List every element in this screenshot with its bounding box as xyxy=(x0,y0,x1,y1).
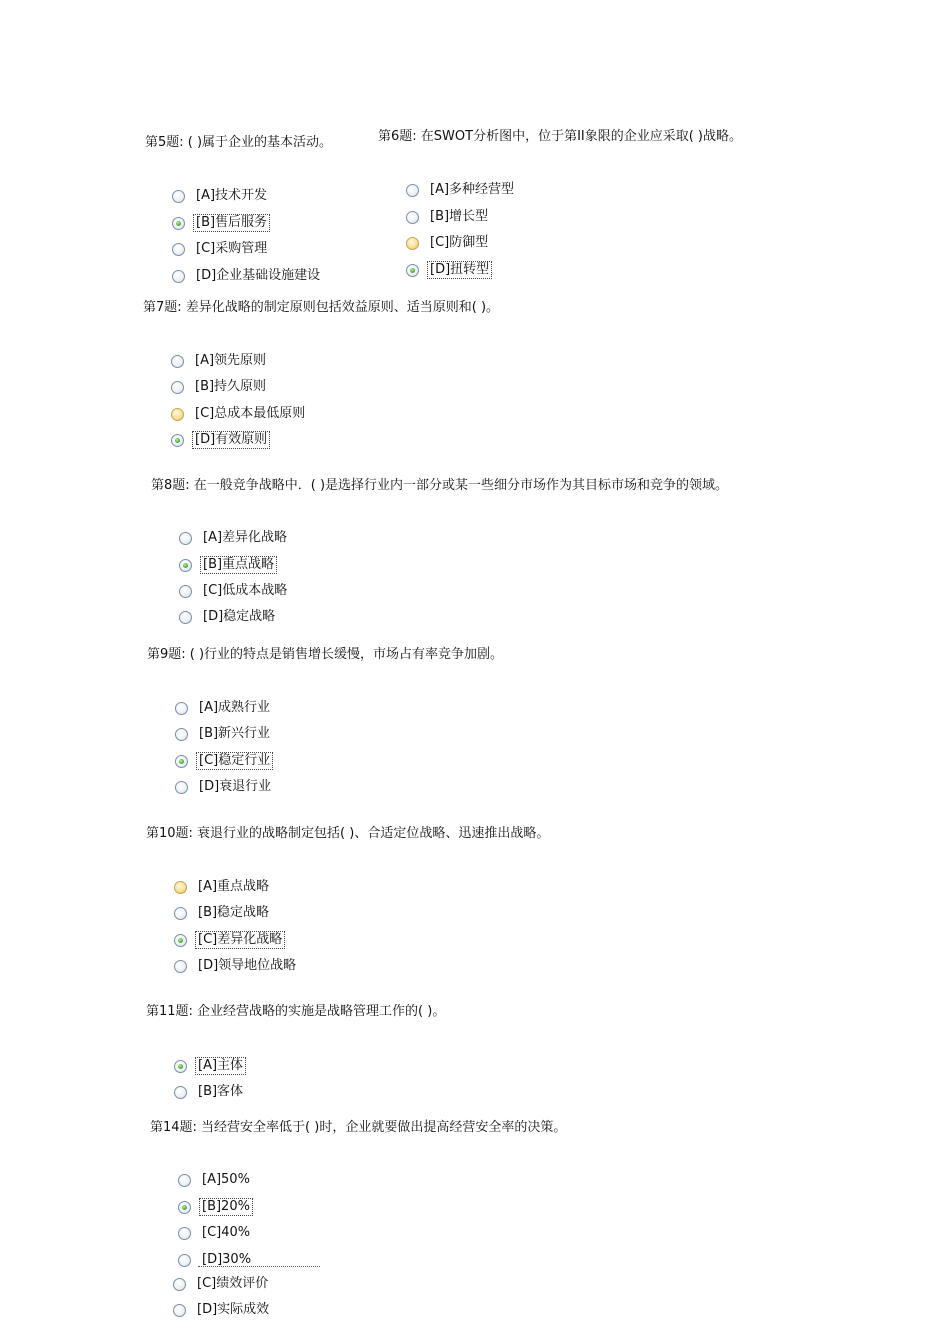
question-5-option-a[interactable] xyxy=(172,187,270,205)
option-label: [C]差异化战略 xyxy=(195,931,285,949)
option-label: [B]稳定战略 xyxy=(198,905,270,920)
question-11-option-b[interactable] xyxy=(174,1083,246,1101)
option-label: [C]采购管理 xyxy=(196,241,268,256)
radio-button-icon[interactable] xyxy=(179,585,192,598)
option-label: [D]衰退行业 xyxy=(199,779,272,794)
option-label: [D]企业基础设施建设 xyxy=(196,268,321,283)
question-10-option-b[interactable] xyxy=(174,904,272,922)
question-5-option-c[interactable] xyxy=(172,240,270,258)
radio-button-icon[interactable] xyxy=(172,190,185,203)
question-5-option-d[interactable] xyxy=(172,267,323,285)
radio-button-checked-icon[interactable] xyxy=(179,559,192,572)
option-label: [D]领导地位战略 xyxy=(198,958,297,973)
option-label: [D]稳定战略 xyxy=(203,609,276,624)
question-8-option-d[interactable] xyxy=(179,608,278,626)
radio-button-icon[interactable] xyxy=(174,1086,187,1099)
option-label: [C]40% xyxy=(202,1225,251,1240)
option-label: [B]持久原则 xyxy=(195,379,267,394)
radio-button-checked-icon[interactable] xyxy=(174,1060,187,1073)
question-6-option-b[interactable] xyxy=(406,208,491,226)
option-label: [D]扭转型 xyxy=(427,261,492,279)
question-10-option-a[interactable] xyxy=(174,878,272,896)
option-label: [A]领先原则 xyxy=(195,353,267,368)
question-14-title: 第14题: 当经营安全率低于( )时，企业就要做出提高经营安全率的决策。 xyxy=(150,1120,567,1135)
radio-button-icon[interactable] xyxy=(171,355,184,368)
question-5-title: 第5题: ( )属于企业的基本活动。 xyxy=(145,135,333,150)
divider xyxy=(198,1266,320,1267)
trailing-option-d[interactable] xyxy=(173,1301,272,1319)
option-label: [D]实际成效 xyxy=(197,1302,270,1317)
option-label: [C]总成本最低原则 xyxy=(195,406,306,421)
question-9-option-d[interactable] xyxy=(175,778,274,796)
option-label: [C]绩效评价 xyxy=(197,1276,269,1291)
option-label: [A]主体 xyxy=(195,1057,246,1075)
question-9-option-b[interactable] xyxy=(175,725,273,743)
radio-button-icon[interactable] xyxy=(174,960,187,973)
question-8-option-b[interactable] xyxy=(179,556,277,574)
option-label: [A]差异化战略 xyxy=(203,530,288,545)
radio-button-icon[interactable] xyxy=(179,611,192,624)
question-7-option-c[interactable] xyxy=(171,405,308,423)
option-label: [D]有效原则 xyxy=(192,431,270,449)
radio-button-checked-icon[interactable] xyxy=(172,217,185,230)
question-7-option-a[interactable] xyxy=(171,352,269,370)
question-9-option-a[interactable] xyxy=(175,699,273,717)
option-label: [B]增长型 xyxy=(430,209,489,224)
option-label: [C]稳定行业 xyxy=(196,752,273,770)
question-14-option-a[interactable] xyxy=(178,1171,253,1189)
question-6-option-a[interactable] xyxy=(406,181,517,199)
option-label: [B]售后服务 xyxy=(193,214,270,232)
radio-button-icon[interactable] xyxy=(175,702,188,715)
radio-button-icon[interactable] xyxy=(173,1278,186,1291)
option-label: [B]客体 xyxy=(198,1084,244,1099)
question-7-option-b[interactable] xyxy=(171,378,269,396)
radio-button-icon[interactable] xyxy=(172,270,185,283)
question-14-option-b[interactable] xyxy=(178,1198,253,1216)
radio-button-icon[interactable] xyxy=(172,243,185,256)
radio-button-icon[interactable] xyxy=(178,1174,191,1187)
option-label: [D]30% xyxy=(202,1252,252,1267)
radio-button-icon[interactable] xyxy=(173,1304,186,1317)
radio-button-checked-icon[interactable] xyxy=(406,264,419,277)
question-8-title: 第8题: 在一般竞争战略中．( )是选择行业内一部分或某一些细分市场作为其目标市场和竞争的领域。 xyxy=(151,478,729,493)
radio-button-icon[interactable] xyxy=(178,1254,191,1267)
option-label: [C]低成本战略 xyxy=(203,583,288,598)
radio-button-checked-icon[interactable] xyxy=(174,934,187,947)
option-label: [A]50% xyxy=(202,1172,250,1187)
radio-button-icon[interactable] xyxy=(179,532,192,545)
option-label: [B]20% xyxy=(199,1198,253,1216)
question-6-title: 第6题: 在SWOT分析图中，位于第II象限的企业应采取( )战略。 xyxy=(378,129,743,144)
question-9-title: 第9题: ( )行业的特点是销售增长缓慢，市场占有率竞争加剧。 xyxy=(147,647,504,662)
question-10-option-d[interactable] xyxy=(174,957,299,975)
question-8-option-c[interactable] xyxy=(179,582,290,600)
radio-button-icon[interactable] xyxy=(178,1227,191,1240)
option-label: [B]新兴行业 xyxy=(199,726,271,741)
question-6-option-c[interactable] xyxy=(406,234,491,252)
question-8-option-a[interactable] xyxy=(179,529,290,547)
radio-button-checked-icon[interactable] xyxy=(175,755,188,768)
radio-button-hover-icon[interactable] xyxy=(174,881,187,894)
radio-button-hover-icon[interactable] xyxy=(171,408,184,421)
radio-button-icon[interactable] xyxy=(174,907,187,920)
trailing-option-c[interactable] xyxy=(173,1275,271,1293)
radio-button-icon[interactable] xyxy=(171,381,184,394)
question-7-option-d[interactable] xyxy=(171,431,270,449)
radio-button-icon[interactable] xyxy=(175,728,188,741)
option-label: [A]多种经营型 xyxy=(430,182,515,197)
radio-button-icon[interactable] xyxy=(175,781,188,794)
radio-button-checked-icon[interactable] xyxy=(171,434,184,447)
question-14-option-c[interactable] xyxy=(178,1224,253,1242)
question-11-option-a[interactable] xyxy=(174,1057,246,1075)
question-6-option-d[interactable] xyxy=(406,261,492,279)
radio-button-hover-icon[interactable] xyxy=(406,237,419,250)
question-10-title: 第10题: 衰退行业的战略制定包括( )、合适定位战略、迅速推出战略。 xyxy=(146,826,550,841)
option-label: [A]技术开发 xyxy=(196,188,268,203)
question-10-option-c[interactable] xyxy=(174,931,285,949)
question-9-option-c[interactable] xyxy=(175,752,273,770)
option-label: [A]成熟行业 xyxy=(199,700,271,715)
radio-button-checked-icon[interactable] xyxy=(178,1201,191,1214)
question-7-title: 第7题: 差异化战略的制定原则包括效益原则、适当原则和( )。 xyxy=(143,300,500,315)
option-label: [C]防御型 xyxy=(430,235,489,250)
question-11-title: 第11题: 企业经营战略的实施是战略管理工作的( )。 xyxy=(146,1004,446,1019)
option-label: [B]重点战略 xyxy=(200,556,277,574)
radio-button-icon[interactable] xyxy=(406,211,419,224)
radio-button-icon[interactable] xyxy=(406,184,419,197)
question-5-option-b[interactable] xyxy=(172,214,270,232)
option-label: [A]重点战略 xyxy=(198,879,270,894)
